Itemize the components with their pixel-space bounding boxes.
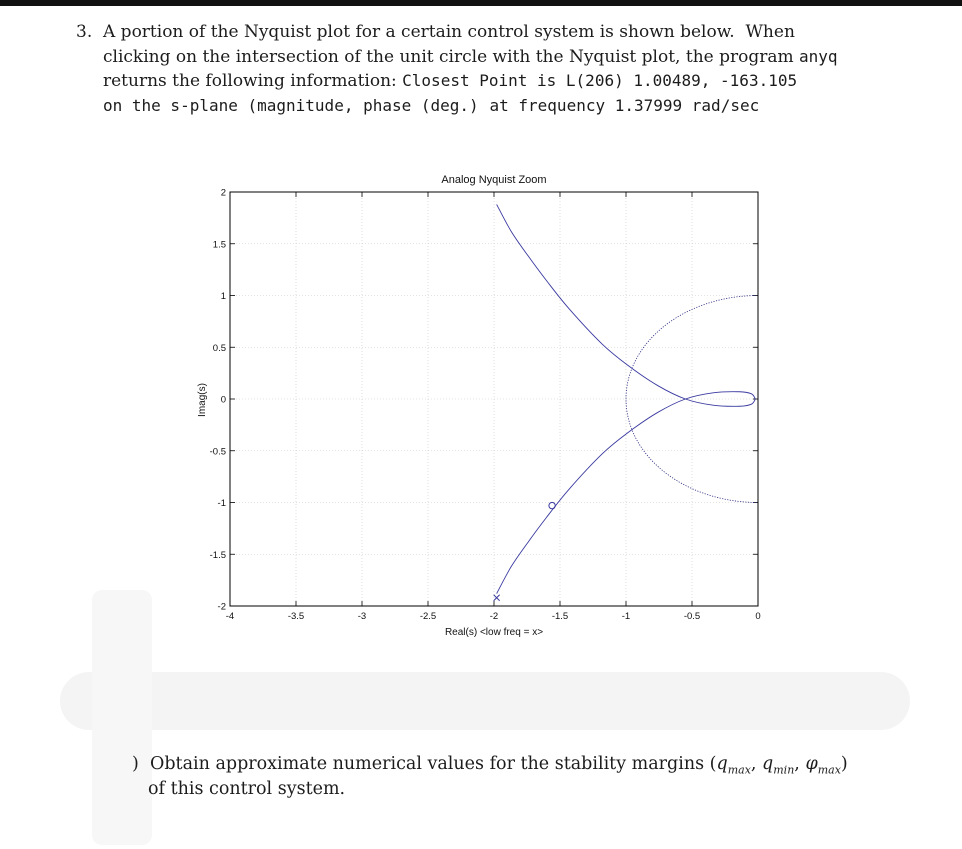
y-tick-label: -1 [217, 498, 226, 509]
x-tick-label: -4 [225, 611, 235, 622]
q-max-sub: max [727, 763, 751, 777]
closest-point-output: Closest Point is L(206) 1.00489, -163.105 [402, 71, 798, 90]
y-tick-label: 0 [220, 394, 226, 406]
q-max: q [716, 754, 728, 774]
y-tick-label: 1.5 [212, 239, 226, 251]
plane-info-output: on the s-plane (magnitude, phase (deg.) [103, 95, 479, 115]
x-tick-label: -2.5 [419, 611, 437, 622]
problem-line-3-text: returns the following information: [103, 71, 397, 91]
q-min: q [762, 754, 774, 774]
question-line-2: of this control system. [148, 779, 346, 799]
chart-title: Analog Nyquist Zoom [441, 174, 547, 186]
y-axis-label: Imag(s) [197, 383, 208, 417]
smudge-band [60, 672, 910, 730]
nyquist-markers [494, 502, 556, 600]
problem-line-1: A portion of the Nyquist plot for a certain control system is shown below. When [103, 22, 795, 42]
question-text: Obtain approximate numerical values for the stability margins ( [150, 754, 717, 774]
circle-marker [549, 502, 555, 508]
phi-max-sub: max [817, 763, 841, 777]
y-tick-label: -0.5 [209, 446, 226, 458]
chart-grid [230, 192, 758, 606]
q-min-sub: min [773, 763, 795, 777]
x-tick-label: -1.5 [551, 611, 569, 622]
program-name: anyq [799, 46, 838, 66]
question-paren: ) [132, 754, 139, 774]
y-tick-label: 0.5 [212, 342, 226, 354]
x-tick-labels [226, 611, 761, 622]
x-tick-label: 0 [755, 611, 761, 622]
x-axis-label: Real(s) <low freq = x> [444, 627, 544, 638]
close-paren: ) [840, 754, 848, 774]
problem-line-2-text: clicking on the intersection of the unit circle with the Nyquist plot, the program [103, 46, 794, 67]
sep-2: , [794, 754, 806, 774]
x-tick-label: -3 [357, 611, 367, 622]
smudge-left [92, 590, 152, 845]
sep-1: , [750, 754, 763, 774]
y-tick-label: 2 [220, 187, 226, 199]
x-marker [494, 595, 500, 601]
y-tick-label: -2 [217, 601, 226, 613]
y-tick-label: 1 [220, 291, 226, 302]
phi-max: φ [805, 754, 818, 774]
y-tick-labels [210, 188, 226, 613]
frequency-output: at frequency 1.37999 rad/sec [489, 95, 760, 115]
x-tick-label: -1 [621, 611, 631, 622]
x-tick-label: -2 [489, 611, 499, 622]
problem-number: 3. [76, 22, 93, 42]
x-tick-label: -3.5 [287, 611, 305, 622]
x-tick-label: -0.5 [683, 611, 701, 622]
y-tick-label: -1.5 [209, 549, 226, 561]
